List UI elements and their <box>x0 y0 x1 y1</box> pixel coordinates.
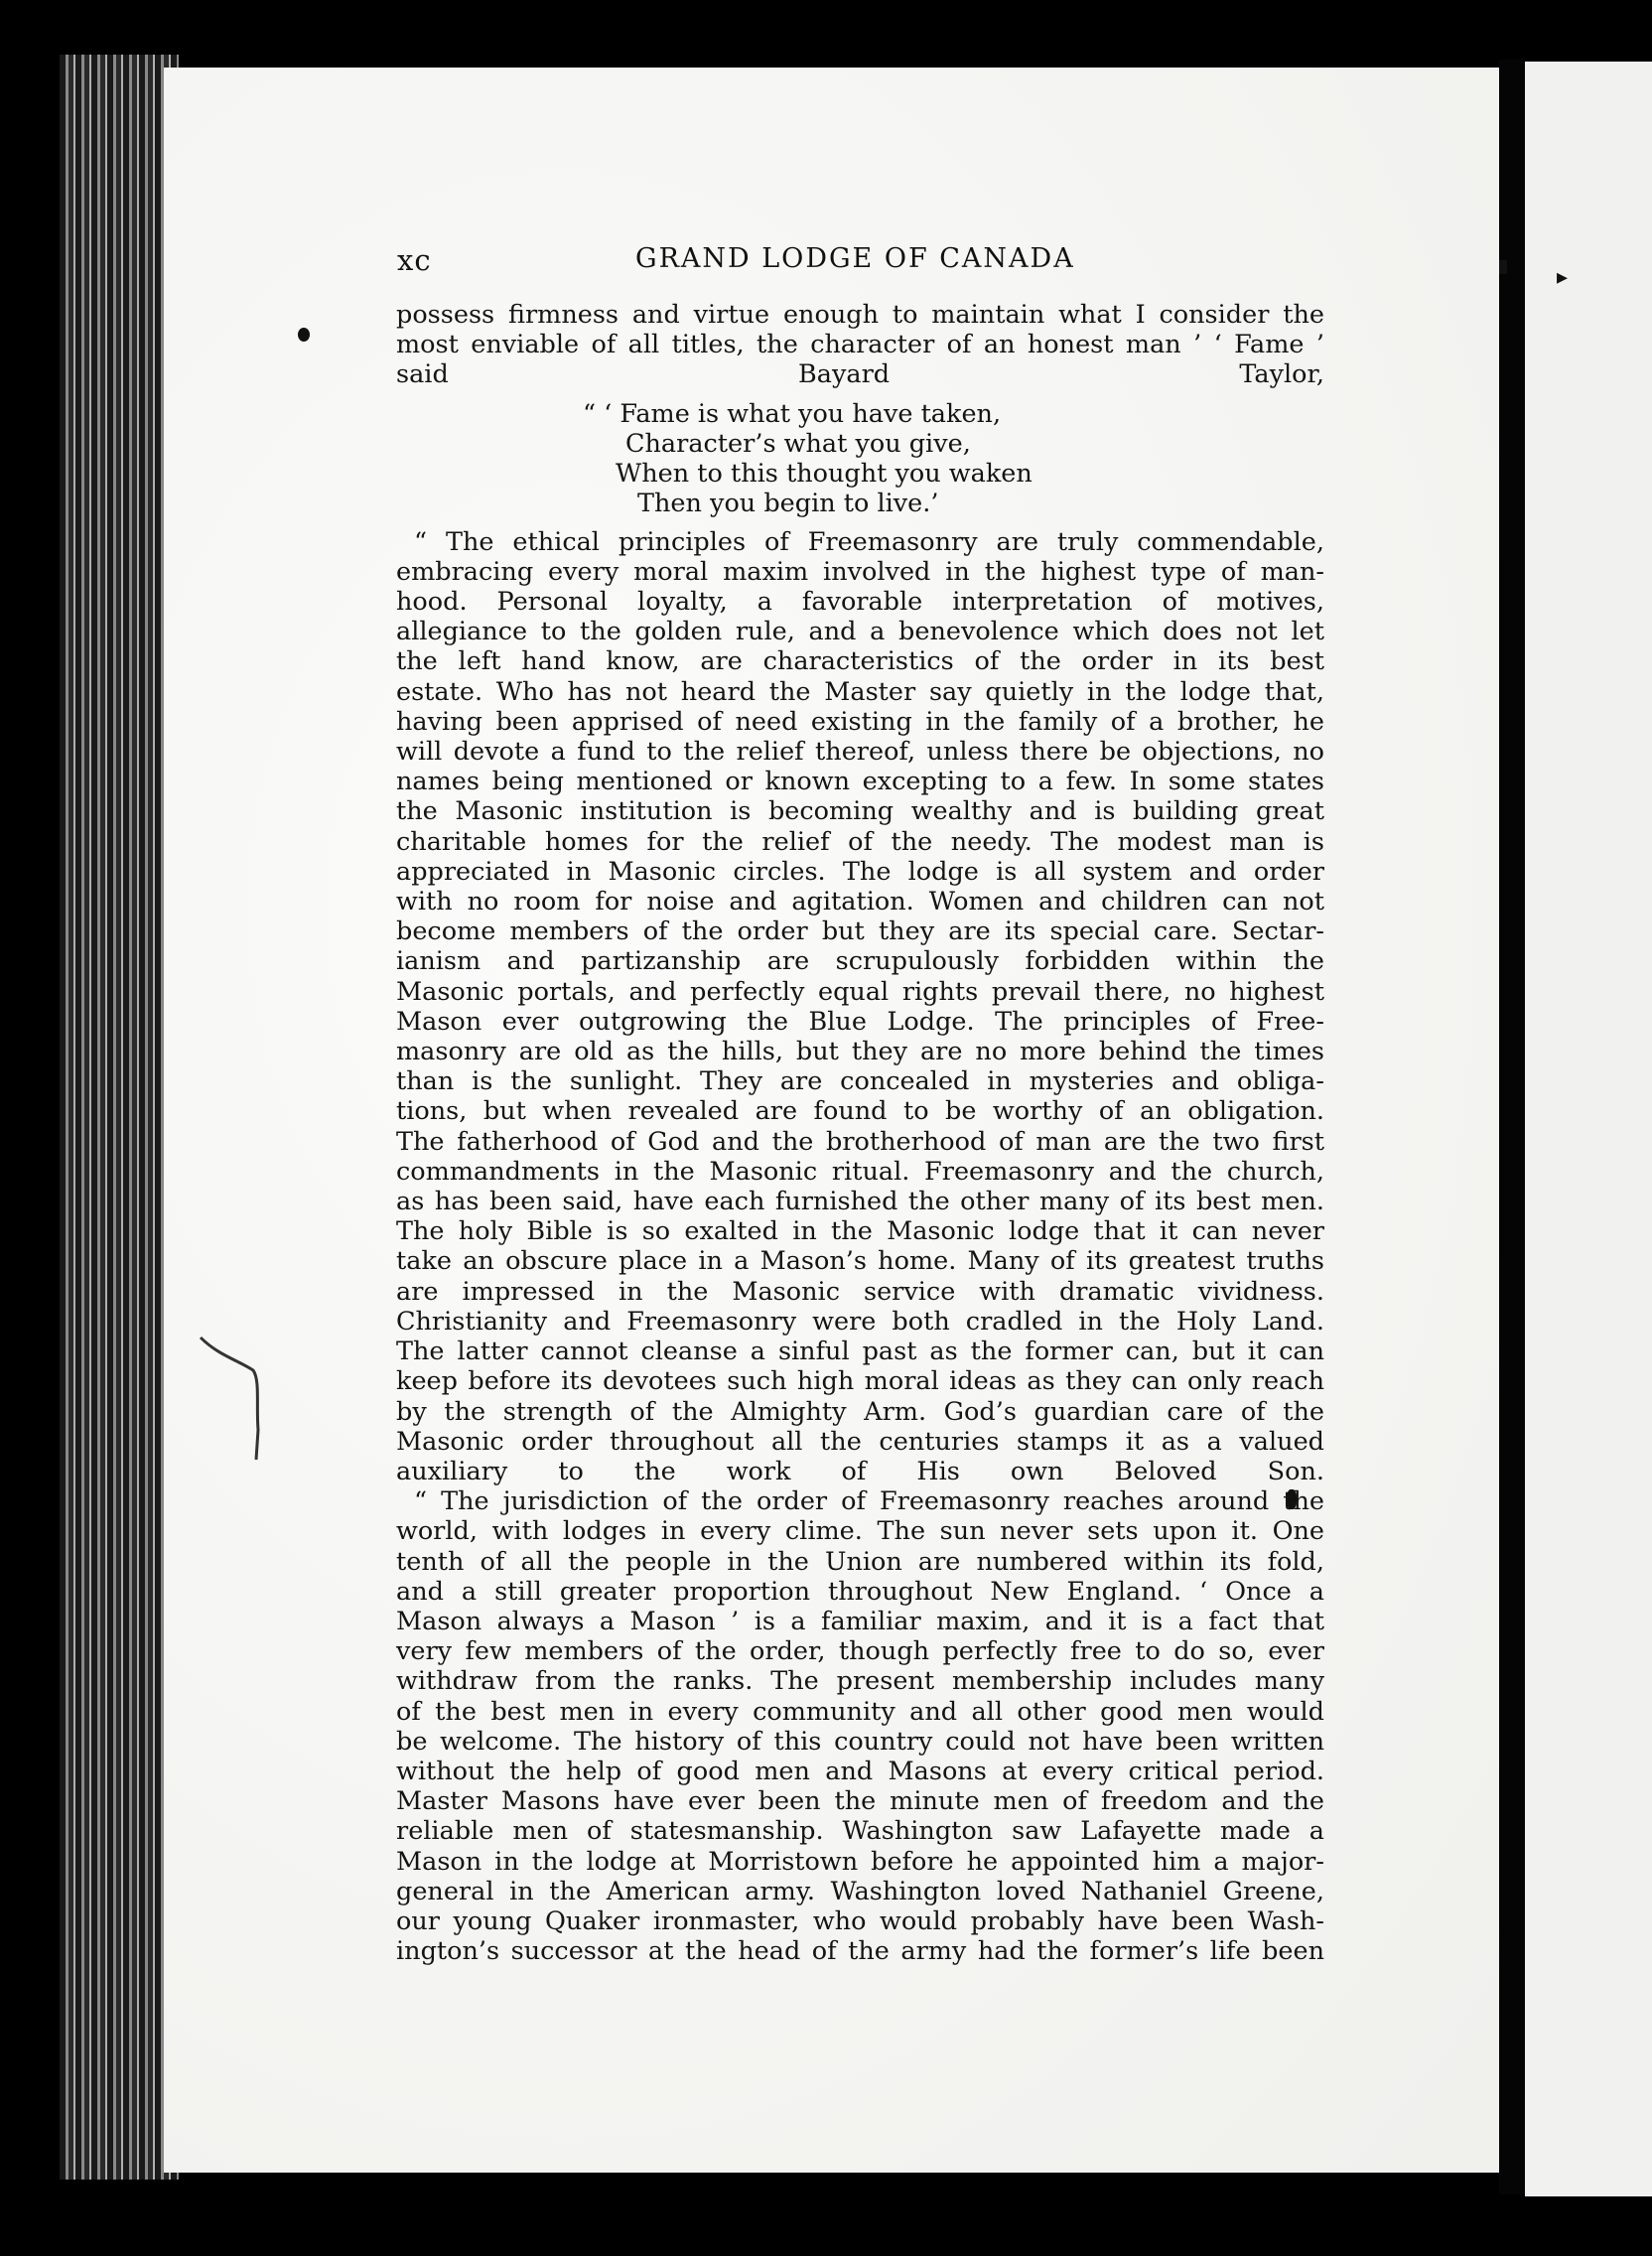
pencil-mark <box>199 1336 288 1475</box>
facing-page-edge <box>1525 62 1652 2196</box>
text-line: as has been said, have each furnished the other many of its best men. <box>396 1187 1324 1217</box>
verse-quotation <box>583 399 1324 518</box>
text-line: embracing every moral maxim involved in the highest type of man- <box>396 556 1324 587</box>
text-line: having been apprised of need existing in the family of a brother, he <box>396 706 1324 737</box>
text-line: will devote a fund to the relief thereof, unless there be objections, no <box>396 737 1324 768</box>
text-line: general in the American army. Washington loved Nathaniel Greene, <box>396 1876 1324 1906</box>
text-line: The latter cannot cleanse a sinful past as the former can, but it can <box>396 1337 1324 1367</box>
text-line: the Masonic institution is becoming wealthy and is building great <box>396 796 1324 827</box>
text-line: be welcome. The history of this country could not have been written <box>396 1726 1324 1757</box>
text-line: with no room for noise and agitation. Women and children can not <box>396 887 1324 917</box>
text-line: The fatherhood of God and the brotherhood of man are the two first <box>396 1126 1324 1157</box>
text-line: Christianity and Freemasonry were both cradled in the Holy Land. <box>396 1306 1324 1337</box>
book-gutter <box>1499 60 1525 2194</box>
text-line: Mason in the lodge at Morristown before he appointed him a major- <box>396 1846 1324 1877</box>
text-line: possess firmness and virtue enough to maintain what I consider the <box>396 300 1324 330</box>
verse-line: When to this thought you waken <box>616 458 1032 489</box>
text-line: Mason ever outgrowing the Blue Lodge. The principles of Free- <box>396 1006 1324 1037</box>
text-line: reliable men of statesmanship. Washington saw Lafayette made a <box>396 1816 1324 1847</box>
text-line: “ The ethical principles of Freemasonry are truly commendable, <box>414 526 1324 557</box>
text-line: take an obscure place in a Mason’s home. Many of its greatest truths <box>396 1246 1324 1277</box>
text-line: most enviable of all titles, the character of an honest man ’ ‘ Fame ’ <box>396 330 1324 360</box>
text-line: charitable homes for the relief of the needy. The modest man is <box>396 826 1324 857</box>
page-number: xc <box>397 243 432 277</box>
text-line: Masonic order throughout all the centuries stamps it as a valued <box>396 1426 1324 1457</box>
text-line: appreciated in Masonic circles. The lodge is all system and order <box>396 856 1324 887</box>
text-line: world, with lodges in every clime. The sun never sets upon it. One <box>396 1516 1324 1547</box>
text-line: of the best men in every community and all other good men would <box>396 1696 1324 1727</box>
text-line: tenth of all the people in the Union are numbered within its fold, <box>396 1546 1324 1577</box>
text-line: keep before its devotees such high moral ideas as they can only reach <box>396 1366 1324 1397</box>
text-line: estate. Who has not heard the Master say quietly in the lodge that, <box>396 676 1324 707</box>
paragraph-ethical-principles <box>396 527 1324 1487</box>
ink-speck <box>298 328 310 342</box>
text-line: very few members of the order, though perfectly free to do so, ever <box>396 1636 1324 1667</box>
gutter-mark <box>1499 260 1507 274</box>
text-line: auxiliary to the work of His own Beloved Son. <box>396 1456 1324 1486</box>
text-line: names being mentioned or known excepting to a few. In some states <box>396 767 1324 797</box>
text-line: The holy Bible is so exalted in the Masonic lodge that it can never <box>396 1216 1324 1247</box>
verse-line: “ ‘ Fame is what you have taken, <box>583 398 1002 429</box>
text-line: Master Masons have ever been the minute men of freedom and the <box>396 1786 1324 1817</box>
text-line: Masonic portals, and perfectly equal rights prevail there, no highest <box>396 976 1324 1007</box>
text-line: “ The jurisdiction of the order of Freemasonry reaches around the <box>414 1486 1324 1517</box>
text-line: by the strength of the Almighty Arm. God’s guardian care of the <box>396 1396 1324 1427</box>
text-line: hood. Personal loyalty, a favorable interpretation of motives, <box>396 587 1324 618</box>
text-line: become members of the order but they are its special care. Sectar- <box>396 916 1324 947</box>
body-text <box>396 300 1324 1966</box>
verse-line: Then you begin to live.’ <box>637 488 939 518</box>
text-line: are impressed in the Masonic service with dramatic vividness. <box>396 1276 1324 1307</box>
book-page-edges <box>60 55 179 2180</box>
text-line: and a still greater proportion throughout New England. ‘ Once a <box>396 1576 1324 1607</box>
text-line: commandments in the Masonic ritual. Freemasonry and the church, <box>396 1156 1324 1187</box>
text-line: tions, but when revealed are found to be worthy of an obligation. <box>396 1096 1324 1127</box>
text-line: than is the sunlight. They are concealed in mysteries and obliga- <box>396 1066 1324 1097</box>
text-line: withdraw from the ranks. The present membership includes many <box>396 1666 1324 1697</box>
verse-line: Character’s what you give, <box>625 428 971 459</box>
paragraph-intro <box>396 300 1324 390</box>
running-title: GRAND LODGE OF CANADA <box>635 243 1075 274</box>
text-line: ianism and partizanship are scrupulously forbidden within the <box>396 946 1324 977</box>
text-line: ington’s successor at the head of the army had the former’s life been <box>396 1936 1324 1967</box>
paragraph-jurisdiction <box>396 1486 1324 1966</box>
text-line: our young Quaker ironmaster, who would probably have been Wash- <box>396 1905 1324 1936</box>
text-line: said Bayard Taylor, <box>396 359 1324 390</box>
facing-page-mark: ▸ <box>1557 265 1569 290</box>
text-line: allegiance to the golden rule, and a benevolence which does not let <box>396 617 1324 647</box>
page-header <box>397 243 1320 283</box>
text-line: without the help of good men and Masons at every critical period. <box>396 1756 1324 1786</box>
text-line: the left hand know, are characteristics of the order in its best <box>396 646 1324 677</box>
text-line: masonry are old as the hills, but they are no more behind the times <box>396 1037 1324 1067</box>
text-line: Mason always a Mason ’ is a familiar maxim, and it is a fact that <box>396 1606 1324 1636</box>
